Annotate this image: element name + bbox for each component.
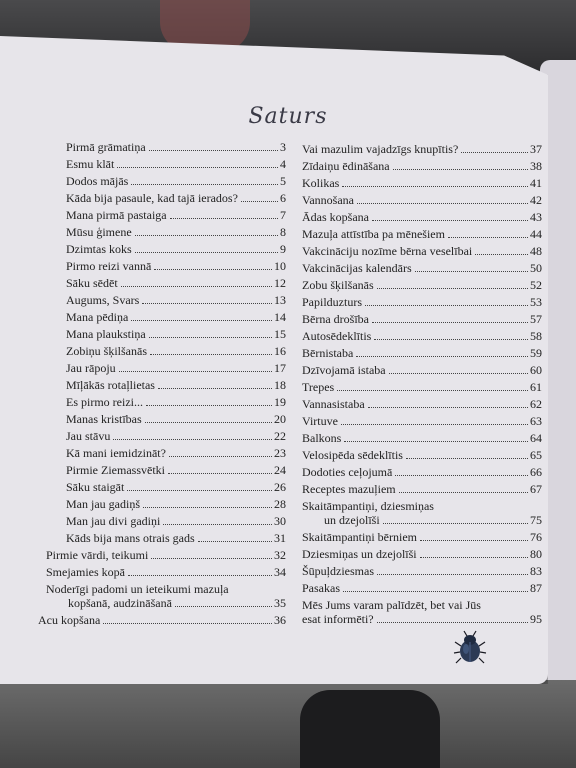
toc-entry-title: Vannasistaba bbox=[302, 397, 365, 411]
toc-entry bbox=[38, 191, 286, 205]
toc-left-column bbox=[38, 140, 286, 630]
dot-leader bbox=[374, 339, 528, 340]
background-floor bbox=[0, 680, 576, 768]
toc-entry-title: Smejamies kopā bbox=[46, 565, 125, 579]
toc-entry-title-line2: kopšanā, audzināšanā bbox=[68, 596, 172, 610]
dot-leader bbox=[146, 405, 272, 406]
toc-entry-title-line1: Mēs Jums varam palīdzēt, bet vai Jūs bbox=[302, 598, 481, 612]
dot-leader bbox=[395, 475, 528, 476]
toc-entry-page: 34 bbox=[274, 565, 286, 579]
toc-entry bbox=[38, 208, 286, 222]
beetle-icon bbox=[452, 630, 488, 666]
toc-entry-page: 52 bbox=[530, 278, 542, 292]
toc-entry-page: 80 bbox=[530, 547, 542, 561]
toc-entry-title: Mazuļa attīstība pa mēnešiem bbox=[302, 227, 445, 241]
toc-entry-multiline bbox=[302, 499, 542, 527]
toc-entry-title: Autosēdeklītis bbox=[302, 329, 372, 343]
toc-entry-page: 76 bbox=[530, 530, 542, 544]
toc-entry bbox=[302, 193, 542, 207]
dot-leader bbox=[145, 422, 272, 423]
toc-entry-page: 58 bbox=[530, 329, 542, 343]
toc-entry-title: Dzīvojamā istaba bbox=[302, 363, 386, 377]
dot-leader bbox=[420, 557, 528, 558]
toc-entry-page: 5 bbox=[280, 174, 286, 188]
dot-leader bbox=[175, 606, 272, 607]
dot-leader bbox=[406, 458, 528, 459]
dot-leader bbox=[128, 575, 272, 576]
toc-entry-page: 26 bbox=[274, 480, 286, 494]
toc-entry-page: 8 bbox=[280, 225, 286, 239]
toc-entry bbox=[302, 227, 542, 241]
toc-entry-page: 10 bbox=[274, 259, 286, 273]
toc-entry-title: Pirmie vārdi, teikumi bbox=[46, 548, 149, 562]
dot-leader bbox=[143, 507, 272, 508]
dot-leader bbox=[142, 303, 272, 304]
toc-entry bbox=[302, 159, 542, 173]
dot-leader bbox=[342, 186, 528, 187]
toc-entry bbox=[38, 242, 286, 256]
toc-entry-title: Es pirmo reizi... bbox=[66, 395, 143, 409]
toc-entry bbox=[302, 448, 542, 462]
dot-leader bbox=[399, 492, 528, 493]
toc-entry-page: 22 bbox=[274, 429, 286, 443]
toc-entry-page: 83 bbox=[530, 564, 542, 578]
toc-entry bbox=[38, 293, 286, 307]
toc-entry-title: Pirmie Ziemassvētki bbox=[66, 463, 165, 477]
dot-leader bbox=[241, 201, 278, 202]
dot-leader bbox=[415, 271, 528, 272]
toc-entry-page: 41 bbox=[530, 176, 542, 190]
dot-leader bbox=[475, 254, 528, 255]
toc-entry-page: 38 bbox=[530, 159, 542, 173]
dot-leader bbox=[372, 220, 528, 221]
dot-leader bbox=[344, 441, 528, 442]
toc-entry bbox=[38, 613, 286, 627]
toc-entry bbox=[38, 378, 286, 392]
toc-entry-title: Esmu klāt bbox=[66, 157, 115, 171]
toc-entry-page: 65 bbox=[530, 448, 542, 462]
toc-entry-page: 44 bbox=[530, 227, 542, 241]
dot-leader bbox=[377, 288, 528, 289]
toc-entry-page: 95 bbox=[530, 612, 542, 626]
toc-entry bbox=[302, 176, 542, 190]
toc-entry bbox=[302, 465, 542, 479]
dot-leader bbox=[448, 237, 528, 238]
toc-entry bbox=[38, 429, 286, 443]
toc-entry-page: 62 bbox=[530, 397, 542, 411]
toc-entry-title: Kāds bija mans otrais gads bbox=[66, 531, 195, 545]
toc-entry-title: Manas kristības bbox=[66, 412, 142, 426]
toc-entry-page: 12 bbox=[274, 276, 286, 290]
toc-entry bbox=[38, 140, 286, 154]
toc-entry bbox=[302, 530, 542, 544]
toc-entry bbox=[302, 295, 542, 309]
toc-entry bbox=[302, 346, 542, 360]
toc-entry-title: Kolikas bbox=[302, 176, 340, 190]
toc-entry-title: Vai mazulim vajadzīgs knupītis? bbox=[302, 142, 459, 156]
toc-entry-page: 48 bbox=[530, 244, 542, 258]
toc-entry-title: Bērna drošība bbox=[302, 312, 369, 326]
toc-entry-title: Trepes bbox=[302, 380, 335, 394]
dot-leader bbox=[158, 388, 272, 389]
toc-entry bbox=[38, 548, 286, 562]
toc-entry-page: 32 bbox=[274, 548, 286, 562]
toc-entry-title: Zobiņu šķilšanās bbox=[66, 344, 147, 358]
dot-leader bbox=[135, 235, 278, 236]
toc-entry-page: 87 bbox=[530, 581, 542, 595]
toc-entry-title: Jau stāvu bbox=[66, 429, 111, 443]
dot-leader bbox=[170, 218, 278, 219]
toc-entry bbox=[38, 259, 286, 273]
toc-entry-title: Dzimtas koks bbox=[66, 242, 132, 256]
toc-entry bbox=[302, 414, 542, 428]
toc-entry bbox=[38, 310, 286, 324]
toc-entry-page: 13 bbox=[274, 293, 286, 307]
toc-entry-title: Sāku staigāt bbox=[66, 480, 125, 494]
toc-entry-title: Balkons bbox=[302, 431, 342, 445]
toc-entry bbox=[38, 276, 286, 290]
toc-entry-page: 66 bbox=[530, 465, 542, 479]
toc-entry bbox=[302, 397, 542, 411]
dot-leader bbox=[151, 558, 272, 559]
dot-leader bbox=[131, 320, 272, 321]
toc-entry-page: 6 bbox=[280, 191, 286, 205]
dot-leader bbox=[377, 622, 528, 623]
dot-leader bbox=[131, 184, 278, 185]
toc-entry bbox=[38, 514, 286, 528]
toc-entry bbox=[302, 363, 542, 377]
toc-entry-page: 14 bbox=[274, 310, 286, 324]
toc-entry-page: 23 bbox=[274, 446, 286, 460]
background-shoe bbox=[300, 690, 440, 768]
toc-entry-page: 43 bbox=[530, 210, 542, 224]
toc-entry-page: 75 bbox=[530, 513, 542, 527]
toc-entry-title: Vakcināciju nozīme bērna veselībai bbox=[302, 244, 473, 258]
page-title: Saturs bbox=[248, 104, 328, 129]
toc-entry bbox=[302, 581, 542, 595]
dot-leader bbox=[150, 354, 272, 355]
toc-entry bbox=[38, 565, 286, 579]
toc-entry-title-line1: Skaitāmpantiņi, dziesmiņas bbox=[302, 499, 434, 513]
toc-entry-title: Virtuve bbox=[302, 414, 338, 428]
toc-entry bbox=[38, 531, 286, 545]
toc-entry-line2 bbox=[302, 513, 542, 527]
toc-entry-title: Mana pēdiņa bbox=[66, 310, 129, 324]
toc-entry-page: 15 bbox=[274, 327, 286, 341]
dot-leader bbox=[368, 407, 528, 408]
toc-entry-page: 53 bbox=[530, 295, 542, 309]
toc-entry-page: 30 bbox=[274, 514, 286, 528]
dot-leader bbox=[461, 152, 528, 153]
toc-entry-title: Kāda bija pasaule, kad tajā ierados? bbox=[66, 191, 238, 205]
toc-entry-page: 60 bbox=[530, 363, 542, 377]
toc-entry-page: 19 bbox=[274, 395, 286, 409]
toc-entry-title: Papildu​zturs bbox=[302, 295, 362, 309]
toc-entry-page: 16 bbox=[274, 344, 286, 358]
toc-entry-page: 64 bbox=[530, 431, 542, 445]
toc-entry-title-line2: un dzejolīši bbox=[324, 513, 380, 527]
dot-leader bbox=[383, 523, 528, 524]
dot-leader bbox=[127, 490, 272, 491]
toc-entry-title-line1: Noderīgi padomi un ieteikumi mazuļa bbox=[46, 582, 229, 596]
toc-entry bbox=[302, 329, 542, 343]
dot-leader bbox=[357, 203, 528, 204]
toc-entry bbox=[38, 327, 286, 341]
toc-entry-page: 3 bbox=[280, 140, 286, 154]
dot-leader bbox=[163, 524, 272, 525]
toc-entry bbox=[38, 395, 286, 409]
dot-leader bbox=[117, 167, 278, 168]
toc-entry-title: Mana plaukstiņa bbox=[66, 327, 146, 341]
toc-entry-page: 57 bbox=[530, 312, 542, 326]
dot-leader bbox=[365, 305, 528, 306]
toc-entry-title: Velosipēda sēdeklītis bbox=[302, 448, 403, 462]
toc-entry-title: Sāku sēdēt bbox=[66, 276, 118, 290]
toc-entry-page: 59 bbox=[530, 346, 542, 360]
toc-entry-title: Jau rāpoju bbox=[66, 361, 116, 375]
toc-entry-page: 18 bbox=[274, 378, 286, 392]
toc-entry-page: 42 bbox=[530, 193, 542, 207]
toc-entry bbox=[302, 210, 542, 224]
toc-entry bbox=[38, 225, 286, 239]
toc-entry bbox=[38, 446, 286, 460]
toc-entry bbox=[38, 174, 286, 188]
toc-entry bbox=[302, 278, 542, 292]
toc-entry-title: Mana pirmā pastaiga bbox=[66, 208, 167, 222]
toc-entry-page: 36 bbox=[274, 613, 286, 627]
dot-leader bbox=[154, 269, 272, 270]
toc-entry bbox=[302, 564, 542, 578]
toc-entry bbox=[38, 361, 286, 375]
toc-entry-title: Kā mani iemidzināt? bbox=[66, 446, 166, 460]
toc-entry-title: Zīdaiņu ēdināšana bbox=[302, 159, 390, 173]
dot-leader bbox=[372, 322, 528, 323]
dot-leader bbox=[356, 356, 528, 357]
toc-entry bbox=[302, 142, 542, 156]
toc-entry-line2 bbox=[302, 612, 542, 626]
toc-entry-page: 4 bbox=[280, 157, 286, 171]
toc-entry-title: Pasakas bbox=[302, 581, 340, 595]
dot-leader bbox=[198, 541, 272, 542]
toc-entry-title: Bērnistaba bbox=[302, 346, 354, 360]
dot-leader bbox=[389, 373, 528, 374]
toc-entry-page: 28 bbox=[274, 497, 286, 511]
dot-leader bbox=[341, 424, 528, 425]
toc-entry-title: Man jau divi gadiņi bbox=[66, 514, 161, 528]
toc-entry-title: Receptes mazuļiem bbox=[302, 482, 396, 496]
toc-entry-page: 61 bbox=[530, 380, 542, 394]
toc-entry bbox=[302, 482, 542, 496]
toc-entry-title: Zobu šķilšanās bbox=[302, 278, 374, 292]
toc-entry bbox=[38, 463, 286, 477]
toc-entry-title: Dziesmiņas un dzejolīši bbox=[302, 547, 417, 561]
toc-entry-title: Vakcinācijas kalendārs bbox=[302, 261, 412, 275]
dot-leader bbox=[149, 337, 272, 338]
toc-entry-page: 20 bbox=[274, 412, 286, 426]
toc-entry-title: Skaitāmpantiņi bērniem bbox=[302, 530, 417, 544]
toc-entry-title: Dodoties ceļojumā bbox=[302, 465, 393, 479]
toc-entry-page: 24 bbox=[274, 463, 286, 477]
toc-entry bbox=[38, 412, 286, 426]
toc-entry-title: Šūpuļdziesmas bbox=[302, 564, 374, 578]
toc-entry bbox=[38, 497, 286, 511]
toc-entry-title: Mūsu ģimene bbox=[66, 225, 132, 239]
toc-entry-page: 37 bbox=[530, 142, 542, 156]
toc-entry bbox=[302, 244, 542, 258]
toc-entry-page: 35 bbox=[274, 596, 286, 610]
dot-leader bbox=[135, 252, 278, 253]
toc-entry-title: Pirmā grāmatiņa bbox=[66, 140, 146, 154]
toc-entry-title: Vannošana bbox=[302, 193, 354, 207]
toc-entry-multiline bbox=[302, 598, 542, 626]
dot-leader bbox=[113, 439, 272, 440]
toc-entry-title: Mīļākās rotaļlietas bbox=[66, 378, 155, 392]
dot-leader bbox=[168, 473, 272, 474]
toc-entry-page: 50 bbox=[530, 261, 542, 275]
toc-entry-page: 17 bbox=[274, 361, 286, 375]
toc-entry-page: 7 bbox=[280, 208, 286, 222]
toc-entry-title: Pirmo reizi vannā bbox=[66, 259, 152, 273]
toc-entry bbox=[38, 480, 286, 494]
toc-entry-page: 31 bbox=[274, 531, 286, 545]
toc-entry-title: Augums, Svars bbox=[66, 293, 140, 307]
toc-entry bbox=[302, 312, 542, 326]
toc-entry-title: Dodos mājās bbox=[66, 174, 129, 188]
dot-leader bbox=[393, 169, 528, 170]
toc-entry bbox=[302, 380, 542, 394]
toc-entry-page: 67 bbox=[530, 482, 542, 496]
dot-leader bbox=[337, 390, 528, 391]
dot-leader bbox=[169, 456, 272, 457]
dot-leader bbox=[420, 540, 528, 541]
toc-entry bbox=[302, 547, 542, 561]
toc-entry-line2 bbox=[46, 596, 286, 610]
toc-right-column bbox=[302, 142, 542, 629]
toc-entry-page: 63 bbox=[530, 414, 542, 428]
dot-leader bbox=[343, 591, 528, 592]
toc-entry-title: Acu kopšana bbox=[38, 613, 101, 627]
dot-leader bbox=[103, 623, 272, 624]
toc-entry bbox=[302, 261, 542, 275]
toc-entry-title: Ādas kopšana bbox=[302, 210, 369, 224]
dot-leader bbox=[377, 574, 528, 575]
toc-entry bbox=[38, 344, 286, 358]
dot-leader bbox=[119, 371, 272, 372]
toc-entry bbox=[38, 157, 286, 171]
dot-leader bbox=[121, 286, 272, 287]
toc-entry-title-line2: esat informēti? bbox=[302, 612, 374, 626]
toc-entry-multiline bbox=[38, 582, 286, 610]
dot-leader bbox=[149, 150, 278, 151]
toc-entry-page: 9 bbox=[280, 242, 286, 256]
toc-entry-title: Man jau gadiņš bbox=[66, 497, 140, 511]
toc-entry bbox=[302, 431, 542, 445]
